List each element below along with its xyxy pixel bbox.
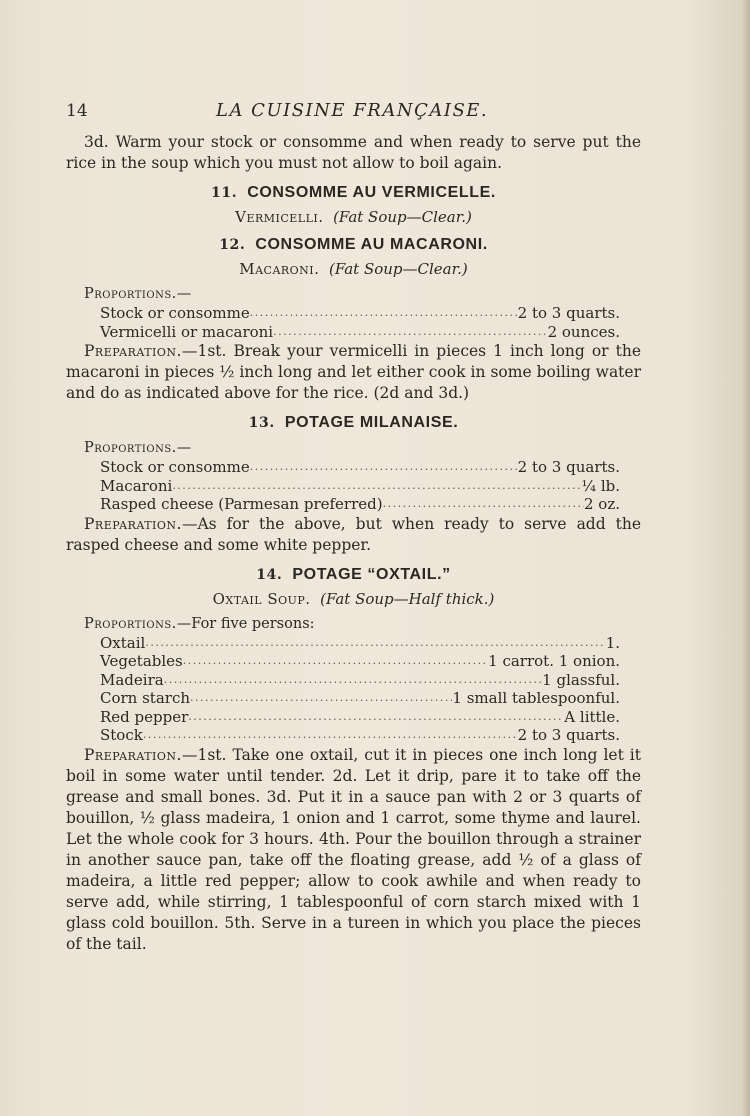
ingredient-qty: 1 small tablespoonful. [452, 689, 620, 707]
leader-dots [145, 634, 605, 653]
page-content [66, 100, 641, 955]
ingredient-row [100, 323, 620, 342]
preparation-label: Preparation. [84, 342, 182, 360]
proportions-title: Proportions. [84, 615, 177, 632]
ingredient-name: Vermicelli or macaroni [100, 322, 274, 341]
leader-dots [143, 726, 518, 745]
ingredient-name: Stock [100, 726, 143, 744]
recipe-subname: Vermicelli. [235, 208, 324, 226]
preparation-text: —1st. Take one oxtail, cut it in pieces one inch long let it boil in some water until tender. 2d. Let it drip, pare it to take off the grease and small bones. 3d. Put it in a sauce pan with 2 or 3 quarts of bouillon, ½ glass madeira, 1 onion and 1 carrot, some thyme and laurel. Let the whole cook for 3 hours. 4th. Pour the bouillon through a strainer in another sauce pan, take off the floating grease, add ½ of a glass of madeira, a little red pepper; allow to cook awhile and when ready to serve add, while stirring, 1 tablespoonful of corn starch mixed with 1 glass cold bouillon. 5th. Serve in a tureen in which you place the pieces of the tail. [66, 745, 641, 953]
ingredient-list-13 [100, 458, 620, 514]
page-number: 14 [66, 101, 88, 121]
ingredient-row [100, 689, 620, 708]
ingredient-name: Red pepper [100, 707, 189, 726]
running-head [66, 100, 641, 132]
proportions-title: Proportions.— [84, 440, 192, 456]
ingredient-qty: 1 glassful. [542, 670, 620, 689]
ingredient-row [100, 708, 620, 727]
ingredient-name: Corn starch [100, 689, 191, 707]
ingredient-name: Madeira [100, 670, 164, 689]
recipe-title: POTAGE “OXTAIL.” [292, 565, 451, 583]
recipe-heading-13 [66, 414, 641, 432]
leader-dots [383, 495, 584, 514]
ingredient-list-12 [100, 304, 620, 341]
recipe-subdesc: (Fat Soup—Clear.) [328, 260, 468, 278]
recipe-title: CONSOMME AU VERMICELLE. [247, 184, 496, 201]
ingredient-qty: A little. [564, 707, 620, 726]
recipe-subdesc: (Fat Soup—Clear.) [333, 208, 472, 226]
proportions-label-13 [84, 438, 641, 458]
proportions-label-12 [84, 284, 641, 304]
intro-paragraph: 3d. Warm your stock or consomme and when ready to serve put the rice in the soup which you must not allow to boil again. [66, 133, 641, 172]
leader-dots [164, 671, 542, 690]
leader-dots [183, 652, 488, 671]
ingredient-name: Rasped cheese (Parmesan preferred) [100, 495, 383, 513]
recipe-number: 11. [211, 185, 238, 201]
running-title: LA CUISINE FRANÇAISE. [216, 100, 489, 121]
ingredient-row [100, 304, 620, 323]
ingredient-row [100, 671, 620, 690]
ingredient-qty: 2 to 3 quarts. [517, 304, 620, 322]
recipe-subheading-12 [66, 260, 641, 278]
proportions-title: Proportions.— [84, 286, 192, 302]
preparation-paragraph-13 [66, 514, 641, 556]
ingredient-name: Stock or consomme [100, 458, 250, 476]
ingredient-qty: 1 carrot. 1 onion. [488, 652, 620, 670]
leader-dots [172, 477, 581, 496]
proportions-note: —For five persons: [176, 615, 315, 632]
ingredient-row [100, 477, 620, 496]
preparation-label: Preparation. [84, 745, 182, 764]
recipe-subheading-14 [66, 590, 641, 608]
recipe-subheading-11 [66, 208, 641, 226]
recipe-number: 14. [256, 566, 283, 583]
ingredient-qty: 2 to 3 quarts. [517, 726, 620, 744]
ingredient-list-14 [100, 634, 620, 745]
ingredient-name: Macaroni [100, 476, 173, 495]
ingredient-row [100, 495, 620, 514]
recipe-number: 12. [219, 237, 246, 253]
ingredient-row [100, 726, 620, 745]
ingredient-row [100, 634, 620, 653]
ingredient-qty: ¼ lb. [581, 476, 620, 495]
ingredient-name: Stock or consomme [100, 304, 250, 322]
recipe-heading-14 [66, 566, 641, 584]
ingredient-name: Vegetables [100, 652, 183, 670]
leader-dots [188, 708, 564, 727]
ingredient-qty: 1. [605, 633, 620, 652]
recipe-number: 13. [248, 415, 275, 431]
recipe-heading-12 [66, 236, 641, 254]
recipe-title: CONSOMME AU MACARONI. [255, 236, 488, 253]
leader-dots [273, 323, 547, 342]
ingredient-qty: 2 ounces. [547, 322, 620, 341]
preparation-paragraph-14 [66, 745, 641, 955]
ingredient-qty: 2 to 3 quarts. [517, 458, 620, 476]
ingredient-row [100, 652, 620, 671]
preparation-label: Preparation. [84, 514, 182, 533]
ingredient-name: Oxtail [100, 633, 146, 652]
preparation-text: —1st. Break your vermicelli in pieces 1 inch long or the macaroni in pieces ½ inch long and let either cook in some boiling water and do as indicated above for the rice. (2d and 3d.) [66, 342, 641, 402]
leader-dots [190, 689, 452, 708]
recipe-subname: Macaroni. [239, 260, 320, 278]
preparation-text: —As for the above, but when ready to serve add the rasped cheese and some white pepper. [66, 514, 641, 554]
leader-dots [250, 458, 518, 477]
ingredient-qty: 2 oz. [583, 495, 620, 513]
leader-dots [250, 304, 518, 323]
recipe-subname: Oxtail Soup. [212, 589, 311, 608]
preparation-paragraph-12 [66, 341, 641, 404]
proportions-label-14 [84, 614, 641, 634]
recipe-subdesc: (Fat Soup—Half thick.) [320, 589, 495, 608]
ingredient-row [100, 458, 620, 477]
page-edge-shadow [742, 0, 750, 1116]
recipe-heading-11 [66, 184, 641, 202]
recipe-title: POTAGE MILANAISE. [284, 414, 459, 431]
